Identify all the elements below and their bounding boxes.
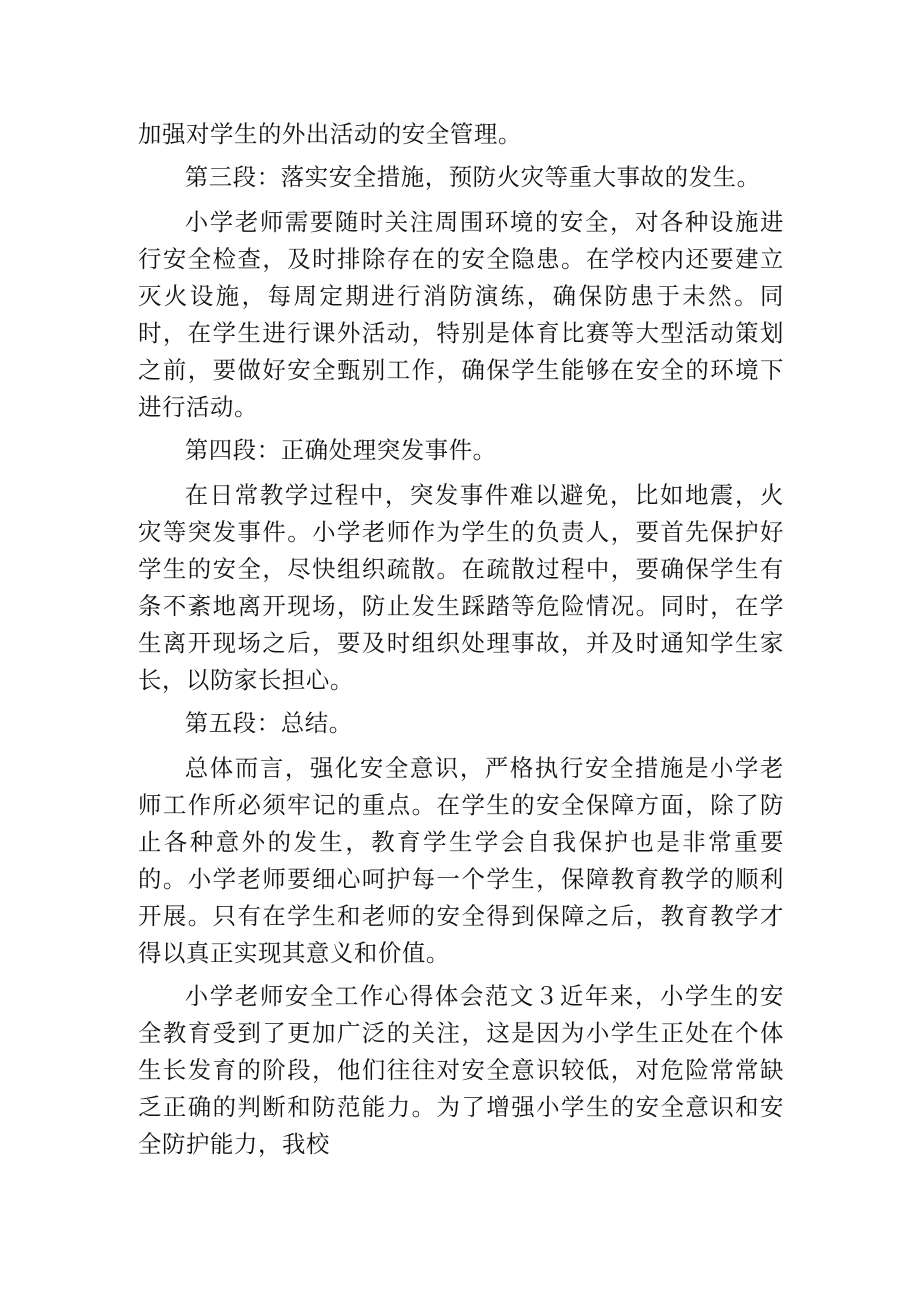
paragraph-continuation: 加强对学生的外出活动的安全管理。 [138, 120, 522, 148]
paragraph-emergencies: 在日常教学过程中，突发事件难以避免，比如地震，火灾等突发事件。小学老师作为学生的负责人，要首先保护好学生的安全，尽快组织疏散。在疏散过程中，要确保学生有条不紊地离开现场，防止发生踩踏等危险情况。同时，在学生离开现场之后，要及时组织处理事故，并及时通知学生家长，以防家长担心。 [138, 481, 784, 694]
section-heading-4: 第四段：正确处理突发事件。 [184, 436, 497, 464]
section-heading-3: 第三段：落实安全措施，预防火灾等重大事故的发生。 [184, 163, 761, 191]
paragraph-sample-essay-3: 小学老师安全工作心得体会范文３近年来，小学生的安全教育受到了更加广泛的关注，这是因为小学生正处在个体生长发育的阶段，他们往往对安全意识较低，对危险常常缺乏正确的判断和防范能力。为了增强小学生的安全意识和安全防护能力，我校 [138, 982, 784, 1158]
section-heading-5: 第五段：总结。 [184, 709, 353, 737]
document-body [138, 116, 784, 1169]
paragraph-safety-measures: 小学老师需要随时关注周围环境的安全，对各种设施进行安全检查，及时排除存在的安全隐患。在学校内还要建立灭火设施，每周定期进行消防演练，确保防患于未然。同时，在学生进行课外活动，特别是体育比赛等大型活动策划之前，要做好安全甄别工作，确保学生能够在安全的环境下进行活动。 [138, 208, 784, 421]
paragraph-summary: 总体而言，强化安全意识，严格执行安全措施是小学老师工作所必须牢记的重点。在学生的安全保障方面，除了防止各种意外的发生，教育学生学会自我保护也是非常重要的。小学老师要细心呵护每一个学生，保障教育教学的顺利开展。只有在学生和老师的安全得到保障之后，教育教学才得以真正实现其意义和价值。 [138, 754, 784, 967]
